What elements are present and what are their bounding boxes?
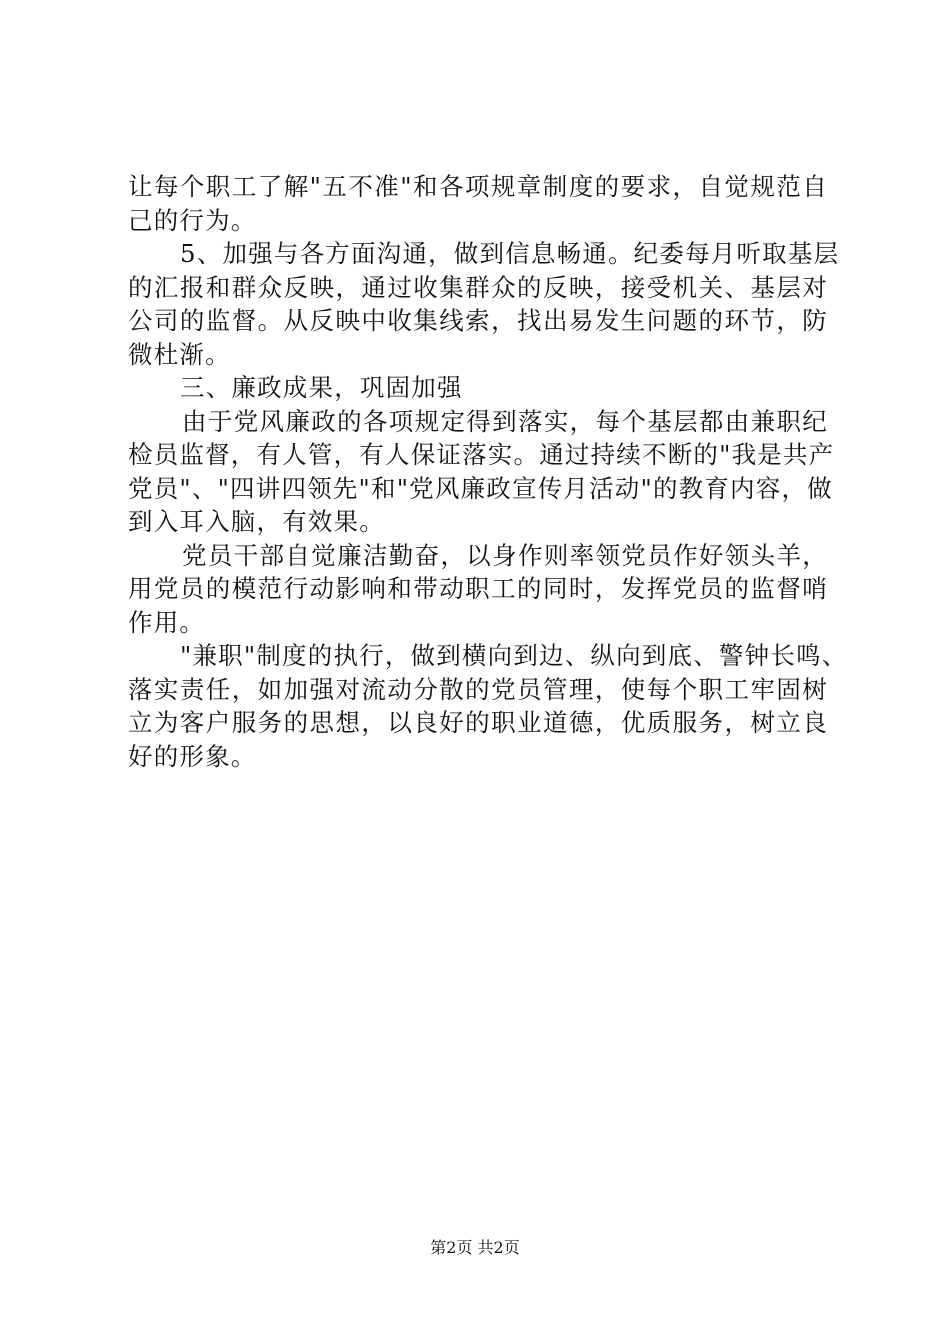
text-line: 的汇报和群众反映，通过收集群众的反映，接受机关、基层对 [128,272,828,302]
text-line: 作用。 [128,607,206,637]
text-line: 到入耳入脑，有效果。 [128,507,385,536]
text-line: 5、加强与各方面沟通，做到信息畅通。纪委每月听取基层 [180,239,840,268]
text-line: 让每个职工了解"五不准"和各项规章制度的要求，自觉规范自 [128,172,828,201]
text-line: 己的行为。 [128,205,257,235]
text-line: 由于党风廉政的各项规定得到落实，每个基层都由兼职纪 [182,406,828,436]
text-line: 用党员的模范行动影响和带动职工的同时，发挥党员的监督哨 [128,574,828,603]
text-line: 党员干部自觉廉洁勤奋，以身作则率领党员作好领头羊， [182,540,828,570]
text-line: 党员"、"四讲四领先"和"党风廉政宣传月活动"的教育内容，做 [128,473,833,503]
page-footer: 第2页 共2页 [430,1238,520,1257]
text-line: 公司的监督。从反映中收集线索，找出易发生问题的环节，防 [128,306,828,335]
text-line: 检员监督，有人管，有人保证落实。通过持续不断的"我是共产 [128,440,835,469]
text-line: "兼职"制度的执行，做到横向到边、纵向到底、警钟长鸣、 [180,641,848,670]
text-line: 好的形象。 [128,741,257,771]
document-body [128,170,848,773]
section-heading: 三、廉政成果，巩固加强 [180,373,463,402]
text-line: 微杜渐。 [128,339,231,369]
text-line: 落实责任，如加强对流动分散的党员管理，使每个职工牢固树 [128,674,828,704]
text-line: 立为客户服务的思想，以良好的职业道德，优质服务，树立良 [128,708,828,737]
